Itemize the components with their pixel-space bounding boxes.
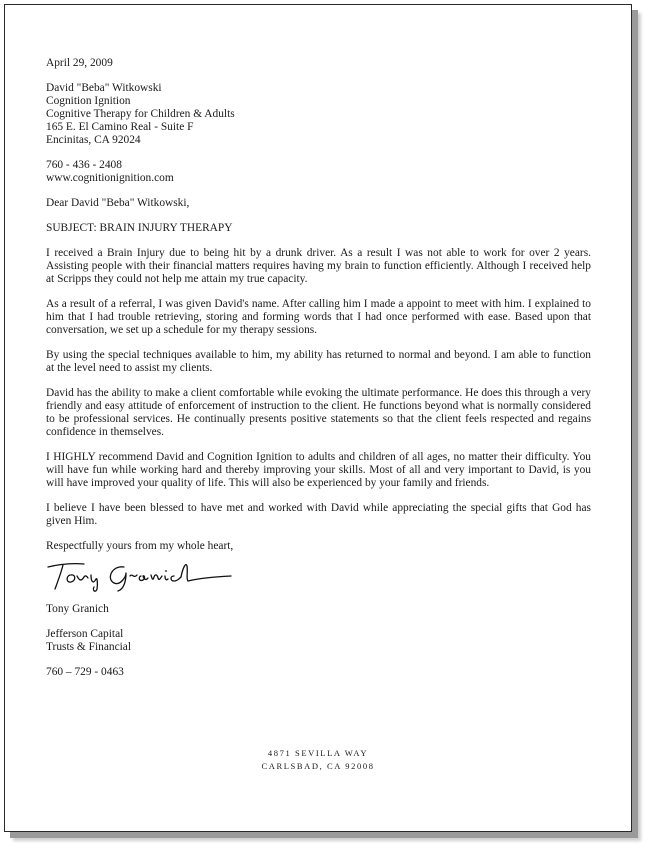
signer-company-line-1: Jefferson Capital	[46, 628, 124, 640]
recipient-tagline: Cognitive Therapy for Children & Adults	[46, 108, 235, 120]
closing: Respectfully yours from my whole heart,	[46, 540, 234, 552]
footer-address	[5, 747, 631, 773]
paragraph-2: As a result of a referral, I was given David's name. After calling him I made a appoint to meet with him. I explained to him that I had trouble retrieving, storing and forming words that I had once performed with ease. Based upon that conversation, we set up a schedule for my therapy sessions.	[46, 298, 591, 336]
subject-line: SUBJECT: BRAIN INJURY THERAPY	[46, 222, 233, 234]
recipient-company: Cognition Ignition	[46, 95, 131, 107]
recipient-website: www.cognitionignition.com	[46, 172, 174, 184]
paragraph-4: David has the ability to make a client comfortable while evoking the ultimate performance. He does this through a very friendly and easy attitude of enforcement of instruction to the client. He functions beyond what is normally considered to be professional services. He continually presents positive statements so that the client feels respected and regains confidence in themselves.	[46, 387, 591, 438]
signature	[46, 559, 591, 593]
recipient-street: 165 E. El Camino Real - Suite F	[46, 121, 194, 133]
paragraph-3: By using the special techniques available to him, my ability has returned to normal and beyond. I am able to function at the level need to assist my clients.	[46, 349, 591, 374]
signer-company-line-2: Trusts & Financial	[46, 641, 132, 653]
recipient-address	[46, 82, 591, 147]
handwritten-signature	[46, 559, 236, 593]
footer-city: CARLSBAD, CA 92008	[261, 761, 375, 771]
paragraph-5: I HIGHLY recommend David and Cognition Ignition to adults and children of all ages, no matter their difficulty. You will have fun while working hard and thereby improving your skills. Most of all and very important to David, is you will have improved your quality of life. This will also be experienced by your family and friends.	[46, 451, 591, 489]
letter-body	[46, 57, 591, 679]
signer-phone: 760 – 729 - 0463	[46, 666, 124, 678]
salutation: Dear David "Beba" Witkowski,	[46, 197, 190, 209]
signer-company	[46, 628, 591, 654]
letter-date: April 29, 2009	[46, 57, 113, 69]
recipient-name: David "Beba" Witkowski	[46, 82, 162, 94]
signer-name: Tony Granich	[46, 603, 109, 615]
recipient-contact	[46, 159, 591, 185]
letter-page	[4, 4, 632, 832]
recipient-phone: 760 - 436 - 2408	[46, 159, 122, 171]
footer-street: 4871 SEVILLA WAY	[267, 748, 369, 758]
paragraph-6: I believe I have been blessed to have met and worked with David while appreciating the special gifts that God has given Him.	[46, 502, 591, 527]
paragraph-1: I received a Brain Injury due to being hit by a drunk driver. As a result I was not able to work for over 2 years. Assisting people with their financial matters requires having my brain to function efficiently. Although I received help at Scripps they could not help me attain my true capacity.	[46, 247, 591, 285]
recipient-city: Encinitas, CA 92024	[46, 134, 141, 146]
